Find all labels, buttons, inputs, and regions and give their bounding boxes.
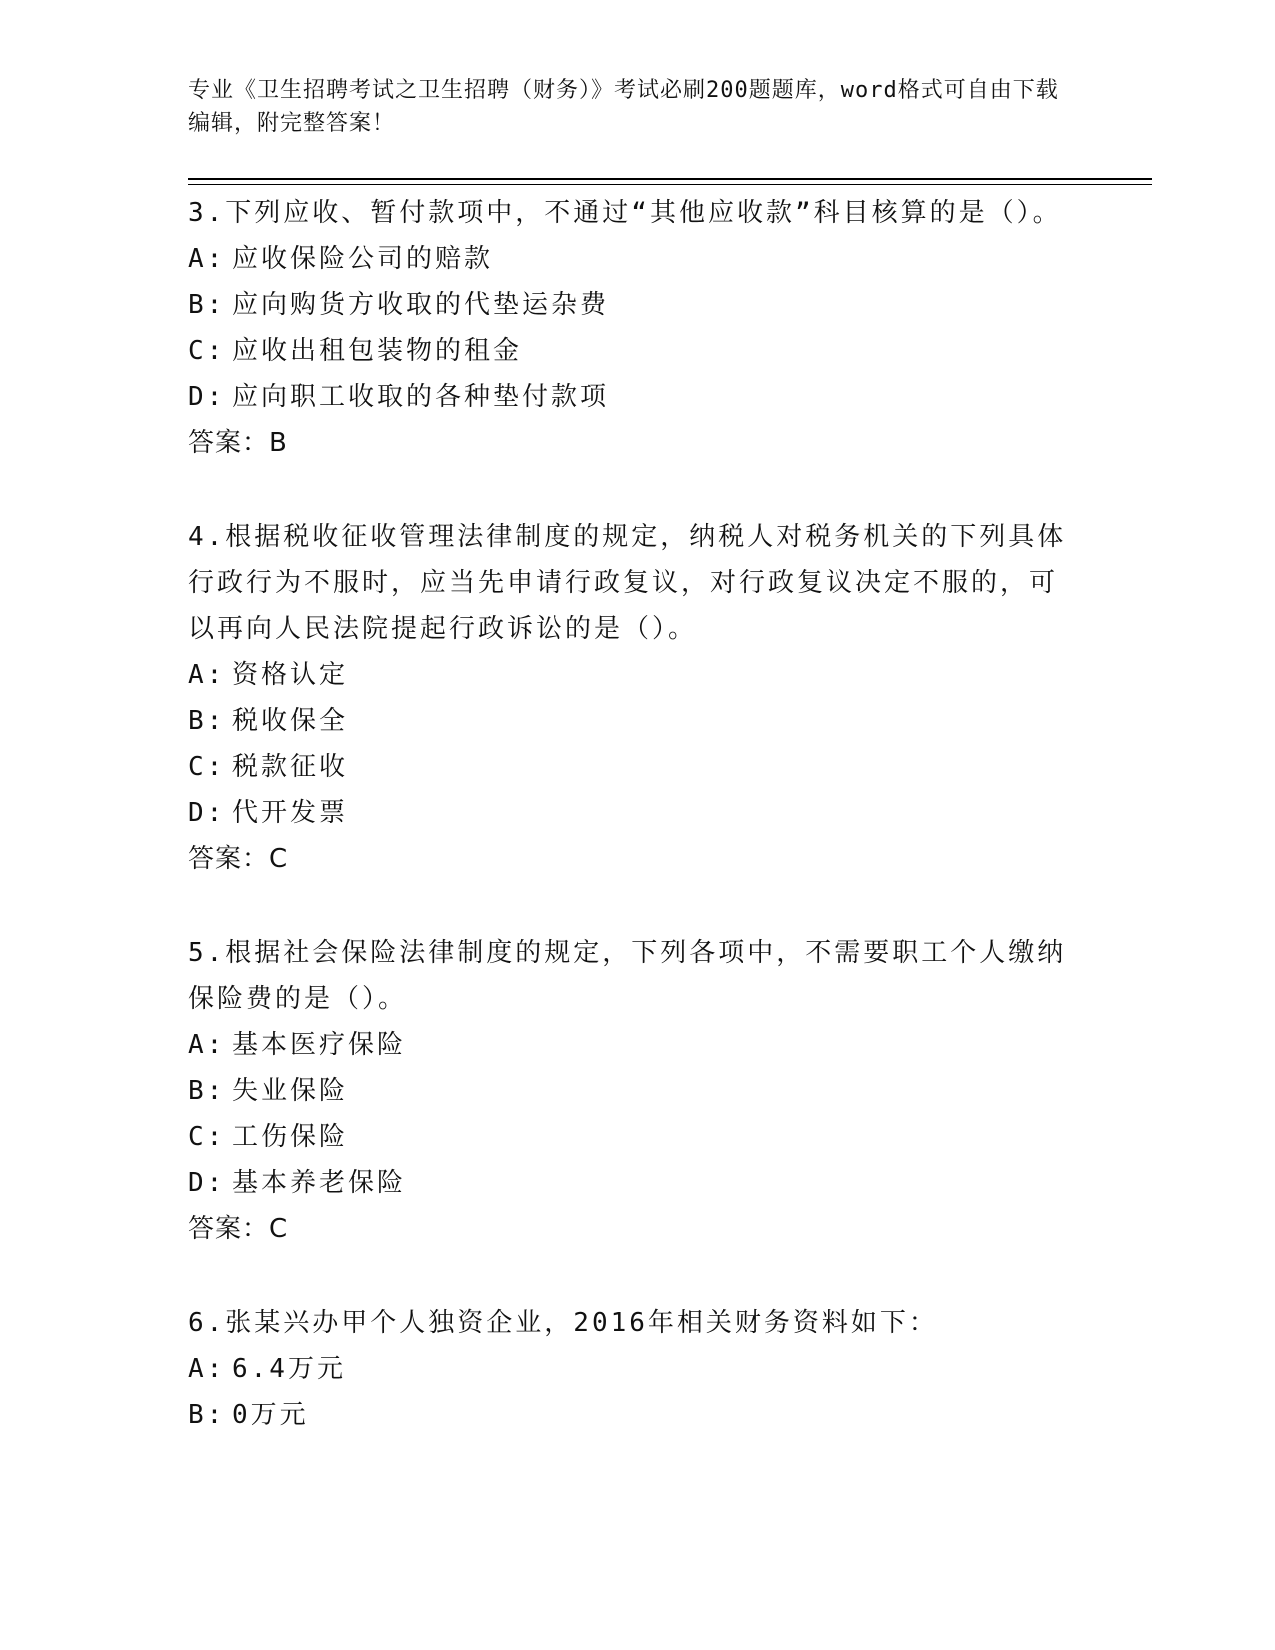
option-letter: D: [188, 1168, 226, 1198]
answer-line: 答案：B [188, 428, 288, 458]
option-c [188, 1114, 1068, 1160]
option-text: 6.4万元 [232, 1354, 346, 1384]
option-list [188, 236, 1068, 420]
option-text: 应收保险公司的赔款 [232, 244, 494, 274]
question-4 [188, 514, 1068, 882]
option-text: 应收出租包装物的租金 [232, 336, 523, 366]
option-letter: C: [188, 336, 226, 366]
question-6 [188, 1300, 1068, 1438]
option-text: 应向购货方收取的代垫运杂费 [232, 290, 610, 320]
answer-line: 答案：C [188, 844, 289, 874]
answer-line: 答案：C [188, 1214, 289, 1244]
option-letter: A: [188, 244, 226, 274]
option-list [188, 1346, 1068, 1438]
option-letter: A: [188, 660, 226, 690]
option-b [188, 282, 1068, 328]
option-text: 税款征收 [232, 752, 349, 782]
question-stem: 3.下列应收、暂付款项中，不通过“其他应收款”科目核算的是（）。 [188, 198, 1062, 228]
option-letter: A: [188, 1354, 226, 1384]
header-rule-thick [188, 178, 1152, 180]
option-list [188, 652, 1068, 836]
option-text: 基本养老保险 [232, 1168, 407, 1198]
option-c [188, 744, 1068, 790]
option-letter: B: [188, 290, 226, 320]
option-letter: B: [188, 706, 226, 736]
question-5 [188, 930, 1068, 1252]
option-text: 代开发票 [232, 798, 349, 828]
option-letter: A: [188, 1030, 226, 1060]
option-letter: B: [188, 1400, 226, 1430]
option-d [188, 374, 1068, 420]
header-rule-thin [188, 184, 1152, 185]
option-b [188, 698, 1068, 744]
option-text: 应向职工收取的各种垫付款项 [232, 382, 610, 412]
option-letter: C: [188, 752, 226, 782]
option-list [188, 1022, 1068, 1206]
option-d [188, 790, 1068, 836]
option-d [188, 1160, 1068, 1206]
option-a [188, 1346, 1068, 1392]
question-3 [188, 190, 1068, 466]
option-text: 税收保全 [232, 706, 349, 736]
option-c [188, 328, 1068, 374]
question-stem: 4.根据税收征收管理法律制度的规定，纳税人对税务机关的下列具体行政行为不服时，应当先申请行政复议，对行政复议决定不服的，可以再向人民法院提起行政诉讼的是（）。 [188, 522, 1067, 644]
option-text: 资格认定 [232, 660, 349, 690]
option-text: 失业保险 [232, 1076, 349, 1106]
option-letter: B: [188, 1076, 226, 1106]
option-b [188, 1068, 1068, 1114]
question-stem: 6.张某兴办甲个人独资企业，2016年相关财务资料如下： [188, 1308, 938, 1338]
option-text: 基本医疗保险 [232, 1030, 407, 1060]
option-text: 0万元 [232, 1400, 309, 1430]
option-a [188, 652, 1068, 698]
option-a [188, 236, 1068, 282]
option-a [188, 1022, 1068, 1068]
option-letter: C: [188, 1122, 226, 1152]
option-letter: D: [188, 382, 226, 412]
option-text: 工伤保险 [232, 1122, 349, 1152]
question-stem: 5.根据社会保险法律制度的规定，下列各项中，不需要职工个人缴纳保险费的是（）。 [188, 938, 1067, 1014]
option-b [188, 1392, 1068, 1438]
document-header: 专业《卫生招聘考试之卫生招聘（财务）》考试必刷200题题库，word格式可自由下载编辑，附完整答案！ [188, 78, 1059, 136]
question-list [188, 190, 1068, 1486]
option-letter: D: [188, 798, 226, 828]
